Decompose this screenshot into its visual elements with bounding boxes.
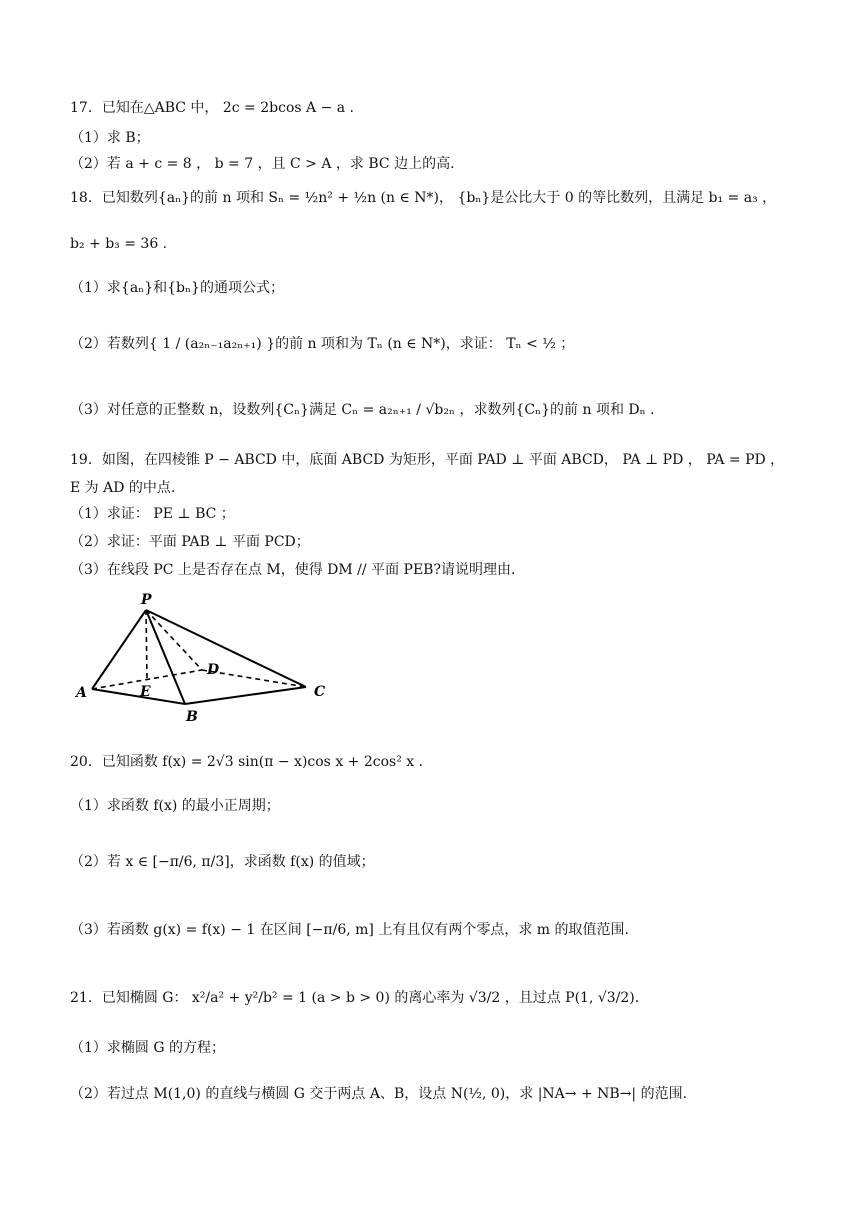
- p18-q3: （3）对任意的正整数 n，设数列{Cₙ}满足 Cₙ = a₂ₙ₊₁ / √b₂ₙ ，求数列{Cₙ}的前 n 项和 Dₙ .: [70, 402, 655, 418]
- label-c: C: [314, 684, 326, 700]
- p18-q1: （1）求{aₙ}和{bₙ}的通项公式；: [70, 280, 284, 296]
- p17-q1: （1）求 B；: [70, 130, 150, 146]
- p18-stem-line1: 18．已知数列{aₙ}的前 n 项和 Sₙ = ½n² + ½n (n ∈ N*)， {bₙ}是公比大于 0 的等比数列，且满足 b₁ = a₃ ，: [70, 190, 777, 206]
- p19-q2: （2）求证：平面 PAB ⊥ 平面 PCD；: [70, 534, 310, 550]
- edge-pd: [146, 610, 202, 670]
- p21-q1: （1）求椭圆 G 的方程；: [70, 1040, 225, 1056]
- edge-pc: [146, 610, 306, 687]
- p20-q1: （1）求函数 f(x) 的最小正周期；: [70, 798, 280, 814]
- p19-q1: （1）求证： PE ⊥ BC ；: [70, 506, 235, 522]
- p21-stem: 21．已知椭圆 G： x²/a² + y²/b² = 1 (a > b > 0) 的离心率为 √3/2 ，且过点 P(1, √3/2).: [70, 990, 640, 1006]
- label-e: E: [140, 684, 151, 700]
- segment-pe: [146, 610, 147, 679]
- label-p: P: [141, 592, 152, 608]
- p18-q2: （2）若数列{ 1 / (a₂ₙ₋₁a₂ₙ₊₁) }的前 n 项和为 Tₙ (n ∈ N*)，求证： Tₙ < ½ ；: [70, 336, 575, 352]
- edge-ab: [92, 689, 185, 704]
- p20-stem: 20．已知函数 f(x) = 2√3 sin(π − x)cos x + 2cos² x .: [70, 754, 424, 770]
- label-d: D: [207, 662, 220, 678]
- edge-pa: [92, 610, 146, 689]
- p20-q3: （3）若函数 g(x) = f(x) − 1 在区间 [−π/6, m] 上有且仅有两个零点，求 m 的取值范围.: [70, 922, 629, 938]
- p20-q2: （2）若 x ∈ [−π/6, π/3]，求函数 f(x) 的值域；: [70, 854, 375, 870]
- p17-q2: （2）若 a + c = 8 ， b = 7 ，且 C > A ，求 BC 边上的高.: [70, 156, 455, 172]
- p17-stem: 17．已知在△ABC 中， 2c = 2bcos A − a .: [70, 100, 354, 116]
- p18-stem-line2: b₂ + b₃ = 36 .: [70, 236, 168, 252]
- edge-bc: [185, 687, 306, 704]
- p21-q2: （2）若过点 M(1,0) 的直线与横圆 G 交于两点 A、B，设点 N(½, 0)，求 |NA→ + NB→| 的范围.: [70, 1086, 688, 1102]
- label-b: B: [186, 709, 198, 725]
- edge-pb: [146, 610, 185, 704]
- p19-q3: （3）在线段 PC 上是否存在点 M，使得 DM // 平面 PEB?请说明理由.: [70, 562, 516, 578]
- pyramid-figure: [70, 590, 340, 730]
- p19-stem-line1: 19．如图，在四棱锥 P − ABCD 中，底面 ABCD 为矩形，平面 PAD ⊥ 平面 ABCD， PA ⊥ PD ， PA = PD ，: [70, 452, 785, 468]
- p19-stem-line2: E 为 AD 的中点.: [70, 480, 176, 496]
- label-a: A: [76, 685, 87, 701]
